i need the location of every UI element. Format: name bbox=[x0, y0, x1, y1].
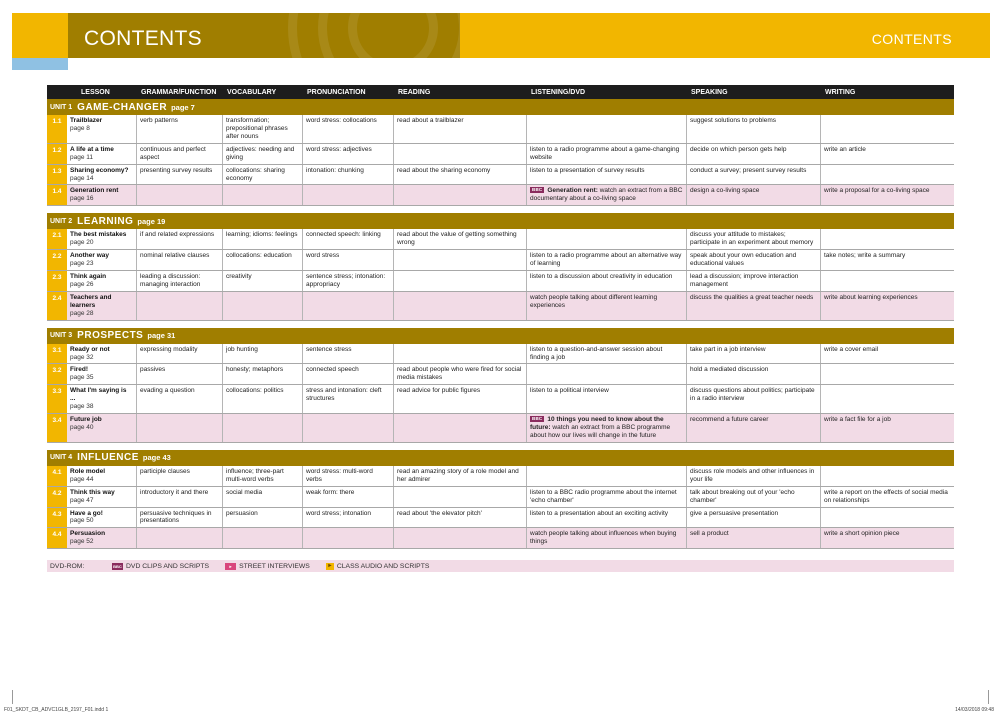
speaking-cell: hold a mediated discussion bbox=[687, 364, 821, 384]
bbc-dvd-icon: BBC bbox=[532, 187, 543, 193]
writing-cell bbox=[821, 385, 954, 413]
lesson-page: page 47 bbox=[70, 496, 94, 504]
column-header-pronunciation: PRONUNCIATION bbox=[307, 88, 366, 96]
pronunciation-cell bbox=[303, 414, 394, 442]
crop-mark bbox=[12, 690, 13, 704]
speaking-cell: design a co-living space bbox=[687, 185, 821, 205]
lesson-number: 2.2 bbox=[47, 250, 67, 270]
speaking-cell: decide on which person gets help bbox=[687, 144, 821, 164]
lesson-number: 3.4 bbox=[47, 414, 67, 442]
lesson-row bbox=[47, 165, 954, 186]
listening-cell: watch people talking about different learning experiences bbox=[527, 292, 687, 320]
unit-spacer bbox=[47, 443, 954, 450]
lesson-cell bbox=[67, 229, 137, 249]
grammar-cell: participle clauses bbox=[137, 466, 223, 486]
lesson-row bbox=[47, 292, 954, 321]
pronunciation-cell: connected speech: linking bbox=[303, 229, 394, 249]
speaking-cell: discuss questions about politics; participate in a radio interview bbox=[687, 385, 821, 413]
column-header-row bbox=[47, 85, 954, 99]
unit-title: LEARNING bbox=[77, 215, 134, 227]
lesson-cell bbox=[67, 144, 137, 164]
dvd-clip-title: Generation rent: bbox=[547, 187, 598, 195]
pronunciation-cell: stress and intonation: cleft structures bbox=[303, 385, 394, 413]
speaking-cell: recommend a future career bbox=[687, 414, 821, 442]
listening-cell: listen to a BBC radio programme about the internet 'echo chamber' bbox=[527, 487, 687, 507]
speaking-cell: take part in a job interview bbox=[687, 344, 821, 364]
lesson-title: Persuasion bbox=[70, 530, 106, 538]
writing-cell: write an article bbox=[824, 145, 866, 153]
vocabulary-cell: honesty; metaphors bbox=[223, 364, 303, 384]
header-accent bbox=[12, 58, 68, 70]
grammar-cell: introductory it and there bbox=[137, 487, 223, 507]
listening-cell: listen to a presentation about an exciting activity bbox=[527, 508, 687, 528]
listening-cell bbox=[527, 115, 687, 143]
writing-cell bbox=[821, 115, 954, 143]
pronunciation-cell: word stress bbox=[303, 250, 394, 270]
writing-cell: take notes; write a summary bbox=[824, 252, 906, 260]
vocabulary-cell: collocations: education bbox=[223, 250, 303, 270]
unit-header bbox=[47, 213, 954, 229]
reading-cell: read about the value of getting something wrong bbox=[394, 229, 527, 249]
lesson-page: page 38 bbox=[70, 403, 94, 411]
lesson-row bbox=[47, 271, 954, 292]
dvd-label: DVD-ROM: bbox=[50, 562, 85, 570]
lesson-row bbox=[47, 414, 954, 443]
grammar-cell: presenting survey results bbox=[137, 165, 223, 185]
lesson-title: Role model bbox=[70, 467, 106, 475]
unit-spacer bbox=[47, 321, 954, 328]
unit-page: page 31 bbox=[147, 331, 176, 341]
lesson-title: A life at a time bbox=[70, 145, 114, 153]
audio-play-icon: ▸ bbox=[326, 563, 334, 570]
lesson-cell bbox=[67, 165, 137, 185]
units-container bbox=[47, 99, 954, 549]
column-header-reading: READING bbox=[398, 88, 431, 96]
lesson-number: 2.3 bbox=[47, 271, 67, 291]
listening-cell: listen to a question-and-answer session about finding a job bbox=[527, 344, 687, 364]
lesson-title: Ready or not bbox=[70, 345, 110, 353]
pronunciation-cell: sentence stress bbox=[303, 344, 394, 364]
lesson-number: 3.3 bbox=[47, 385, 67, 413]
dvd-rom-legend bbox=[47, 560, 954, 572]
lesson-cell bbox=[67, 364, 137, 384]
reading-cell: read about the sharing economy bbox=[394, 165, 527, 185]
lesson-title: Teachers and learners bbox=[70, 293, 112, 309]
vocabulary-cell: learning; idioms: feelings bbox=[223, 229, 303, 249]
reading-cell bbox=[394, 144, 527, 164]
listening-cell: watch people talking about influences when buying things bbox=[527, 528, 687, 548]
lesson-cell bbox=[67, 271, 137, 291]
speaking-cell: lead a discussion; improve interaction management bbox=[687, 271, 821, 291]
reading-cell: read about a trailblazer bbox=[394, 115, 527, 143]
grammar-cell bbox=[137, 528, 223, 548]
legend-street-interviews bbox=[225, 563, 310, 570]
lesson-page: page 35 bbox=[70, 374, 94, 382]
reading-cell bbox=[394, 271, 527, 291]
reading-cell bbox=[394, 250, 527, 270]
pronunciation-cell bbox=[303, 292, 394, 320]
vocabulary-cell: adjectives: needing and giving bbox=[223, 144, 303, 164]
legend-street-interviews-label: STREET INTERVIEWS bbox=[239, 562, 310, 570]
lesson-number: 2.1 bbox=[47, 229, 67, 249]
vocabulary-cell bbox=[223, 528, 303, 548]
writing-cell: write about learning experiences bbox=[824, 293, 918, 301]
speaking-cell: talk about breaking out of your 'echo chamber' bbox=[687, 487, 821, 507]
grammar-cell: verb patterns bbox=[137, 115, 223, 143]
lesson-row bbox=[47, 385, 954, 414]
lesson-title: Future job bbox=[70, 416, 102, 424]
lesson-title: Have a go! bbox=[70, 509, 103, 517]
writing-cell bbox=[821, 466, 954, 486]
slug-filename: F01_SKDT_CB_ADVC1GLB_2197_F01.indd 1 bbox=[4, 707, 109, 713]
unit-label: UNIT 4 bbox=[50, 454, 73, 462]
vocabulary-cell: job hunting bbox=[223, 344, 303, 364]
pronunciation-cell: word stress: multi-word verbs bbox=[303, 466, 394, 486]
legend-class-audio bbox=[326, 563, 430, 570]
lesson-cell bbox=[67, 466, 137, 486]
lesson-number: 3.1 bbox=[47, 344, 67, 364]
unit-page: page 7 bbox=[171, 102, 195, 112]
vocabulary-cell: collocations: sharing economy bbox=[223, 165, 303, 185]
grammar-cell: passives bbox=[137, 364, 223, 384]
listening-cell bbox=[527, 466, 687, 486]
vocabulary-cell: persuasion bbox=[223, 508, 303, 528]
grammar-cell: leading a discussion: managing interaction bbox=[137, 271, 223, 291]
lesson-cell bbox=[67, 487, 137, 507]
pronunciation-cell: word stress: collocations bbox=[303, 115, 394, 143]
column-header-lesson: LESSON bbox=[81, 88, 110, 96]
lesson-row bbox=[47, 364, 954, 385]
listening-cell bbox=[527, 414, 687, 442]
lesson-number: 4.4 bbox=[47, 528, 67, 548]
listening-cell bbox=[527, 229, 687, 249]
unit-header bbox=[47, 328, 954, 344]
lesson-row bbox=[47, 466, 954, 487]
unit-label: UNIT 3 bbox=[50, 332, 73, 340]
reading-cell bbox=[394, 414, 527, 442]
pronunciation-cell: word stress; intonation bbox=[303, 508, 394, 528]
unit-title: PROSPECTS bbox=[77, 330, 144, 342]
contents-table bbox=[47, 85, 954, 549]
lesson-page: page 26 bbox=[70, 280, 94, 288]
grammar-cell: evading a question bbox=[137, 385, 223, 413]
reading-cell bbox=[394, 528, 527, 548]
grammar-cell: persuasive techniques in presentations bbox=[137, 508, 223, 528]
reading-cell bbox=[394, 185, 527, 205]
column-header-grammar: GRAMMAR/FUNCTION bbox=[141, 88, 217, 96]
vocabulary-cell: transformation; prepositional phrases after nouns bbox=[223, 115, 303, 143]
listening-cell: listen to a discussion about creativity in education bbox=[527, 271, 687, 291]
lesson-number: 4.1 bbox=[47, 466, 67, 486]
lesson-cell bbox=[67, 385, 137, 413]
bbc-dvd-icon: BBC bbox=[532, 416, 543, 422]
lesson-title: Generation rent bbox=[70, 187, 119, 195]
lesson-row bbox=[47, 250, 954, 271]
grammar-cell: continuous and perfect aspect bbox=[137, 144, 223, 164]
lesson-row bbox=[47, 528, 954, 549]
lesson-page: page 44 bbox=[70, 475, 94, 483]
unit-page: page 43 bbox=[142, 453, 171, 463]
column-header-vocabulary: VOCABULARY bbox=[227, 88, 277, 96]
writing-cell: write a fact file for a job bbox=[824, 416, 891, 424]
speaking-cell: suggest solutions to problems bbox=[687, 115, 821, 143]
reading-cell: read about people who were fired for social media mistakes bbox=[394, 364, 527, 384]
speaking-cell: discuss role models and other influences in your life bbox=[687, 466, 821, 486]
page-title: CONTENTS bbox=[84, 27, 202, 50]
pronunciation-cell: connected speech bbox=[303, 364, 394, 384]
legend-dvd-clips bbox=[112, 563, 209, 570]
lesson-cell bbox=[67, 508, 137, 528]
lesson-number: 2.4 bbox=[47, 292, 67, 320]
pronunciation-cell: word stress: adjectives bbox=[303, 144, 394, 164]
pronunciation-cell bbox=[303, 528, 394, 548]
lesson-page: page 28 bbox=[70, 309, 94, 317]
pronunciation-cell: sentence stress; intonation: appropriacy bbox=[303, 271, 394, 291]
lesson-title: What I'm saying is ... bbox=[70, 387, 127, 403]
reading-cell bbox=[394, 487, 527, 507]
grammar-cell: expressing modality bbox=[137, 344, 223, 364]
lesson-row bbox=[47, 508, 954, 529]
writing-cell bbox=[821, 508, 954, 528]
reading-cell: read an amazing story of a role model and her admirer bbox=[394, 466, 527, 486]
lesson-page: page 50 bbox=[70, 517, 94, 525]
listening-cell bbox=[527, 185, 687, 205]
column-header-speaking: SPEAKING bbox=[691, 88, 728, 96]
lesson-title: Another way bbox=[70, 252, 110, 260]
legend-class-audio-label: CLASS AUDIO AND SCRIPTS bbox=[336, 562, 430, 570]
reading-cell: read advice for public figures bbox=[394, 385, 527, 413]
writing-cell bbox=[821, 229, 954, 249]
lesson-row bbox=[47, 144, 954, 165]
lesson-title: Fired! bbox=[70, 366, 89, 374]
slug-timestamp: 14/03/2018 09:48 bbox=[955, 707, 994, 713]
lesson-title: Trailblazer bbox=[70, 117, 103, 124]
listening-text: watch an extract from a BBC programme about how our lives will change in the future bbox=[530, 423, 671, 439]
column-header-listening: LISTENING/DVD bbox=[531, 88, 586, 96]
reading-cell: read about 'the elevator pitch' bbox=[394, 508, 527, 528]
vocabulary-cell bbox=[223, 292, 303, 320]
lesson-title: The best mistakes bbox=[70, 231, 127, 239]
lesson-cell bbox=[67, 185, 137, 205]
vocabulary-cell: social media bbox=[223, 487, 303, 507]
lesson-row bbox=[47, 115, 954, 144]
street-interview-icon: ► bbox=[225, 563, 236, 570]
listening-cell bbox=[527, 364, 687, 384]
listening-cell: listen to a radio programme about an alternative way of learning bbox=[527, 250, 687, 270]
writing-cell: write a short opinion piece bbox=[824, 530, 900, 538]
lesson-row bbox=[47, 344, 954, 365]
lesson-title: Sharing economy? bbox=[70, 166, 129, 174]
lesson-page: page 16 bbox=[70, 195, 94, 203]
legend-dvd-clips-label: DVD CLIPS AND SCRIPTS bbox=[126, 562, 210, 570]
lesson-number: 4.2 bbox=[47, 487, 67, 507]
lesson-row bbox=[47, 185, 954, 206]
lesson-number: 3.2 bbox=[47, 364, 67, 384]
lesson-cell bbox=[67, 250, 137, 270]
unit-spacer bbox=[47, 206, 954, 213]
lesson-cell bbox=[67, 528, 137, 548]
grammar-cell bbox=[137, 185, 223, 205]
unit-label: UNIT 1 bbox=[50, 103, 73, 111]
lesson-cell bbox=[67, 115, 137, 143]
bbc-dvd-icon: BBC bbox=[113, 563, 122, 569]
vocabulary-cell: creativity bbox=[223, 271, 303, 291]
reading-cell bbox=[394, 344, 527, 364]
lesson-number: 1.4 bbox=[47, 185, 67, 205]
pronunciation-cell: weak form: there bbox=[303, 487, 394, 507]
crop-mark bbox=[988, 690, 989, 704]
listening-text: watch an extract from a BBC documentary about a co-living space bbox=[530, 187, 683, 203]
lesson-page: page 23 bbox=[70, 260, 94, 268]
unit-page: page 19 bbox=[137, 216, 166, 226]
lesson-cell bbox=[67, 414, 137, 442]
dvd-clip-title: 10 things you need to know about the future: bbox=[530, 416, 664, 431]
writing-cell bbox=[821, 271, 954, 291]
lesson-row bbox=[47, 229, 954, 250]
lesson-number: 4.3 bbox=[47, 508, 67, 528]
writing-cell: write a report on the effects of social media on relationships bbox=[824, 488, 948, 504]
listening-cell: listen to a political interview bbox=[527, 385, 687, 413]
lesson-page: page 40 bbox=[70, 423, 94, 431]
speaking-cell: discuss your attitude to mistakes; participate in an experiment about memory bbox=[687, 229, 821, 249]
lesson-page: page 52 bbox=[70, 538, 94, 546]
grammar-cell: nominal relative clauses bbox=[137, 250, 223, 270]
lesson-number: 1.3 bbox=[47, 165, 67, 185]
lesson-number: 1.1 bbox=[47, 115, 67, 143]
vocabulary-cell bbox=[223, 185, 303, 205]
speaking-cell: discuss the qualities a great teacher needs bbox=[687, 292, 821, 320]
unit-label: UNIT 2 bbox=[50, 217, 73, 225]
writing-cell: write a proposal for a co-living space bbox=[824, 187, 930, 195]
unit-title: GAME-CHANGER bbox=[77, 101, 168, 113]
grammar-cell bbox=[137, 414, 223, 442]
lesson-cell bbox=[67, 344, 137, 364]
grammar-cell bbox=[137, 292, 223, 320]
reading-cell bbox=[394, 292, 527, 320]
lesson-page: page 20 bbox=[70, 239, 94, 247]
vocabulary-cell: collocations: politics bbox=[223, 385, 303, 413]
speaking-cell: speak about your own education and educational values bbox=[687, 250, 821, 270]
speaking-cell: sell a product bbox=[687, 528, 821, 548]
unit-title: INFLUENCE bbox=[77, 452, 139, 464]
vocabulary-cell bbox=[223, 414, 303, 442]
unit-header bbox=[47, 99, 954, 115]
vocabulary-cell: influence; three-part multi-word verbs bbox=[223, 466, 303, 486]
lesson-row bbox=[47, 487, 954, 508]
listening-cell: listen to a radio programme about a game-changing website bbox=[527, 144, 687, 164]
decor-ring bbox=[288, 13, 460, 58]
listening-cell: listen to a presentation of survey results bbox=[527, 165, 687, 185]
pronunciation-cell bbox=[303, 185, 394, 205]
lesson-title: Think this way bbox=[70, 488, 115, 496]
speaking-cell: give a persuasive presentation bbox=[687, 508, 821, 528]
lesson-number: 1.2 bbox=[47, 144, 67, 164]
lesson-page: page 11 bbox=[70, 153, 94, 161]
lesson-page: page 14 bbox=[70, 174, 94, 182]
unit-header bbox=[47, 450, 954, 466]
writing-cell bbox=[821, 165, 954, 185]
lesson-cell bbox=[67, 292, 137, 320]
writing-cell: write a cover email bbox=[824, 345, 879, 353]
writing-cell bbox=[821, 364, 954, 384]
lesson-title: Think again bbox=[70, 272, 107, 280]
speaking-cell: conduct a survey; present survey results bbox=[687, 165, 821, 185]
grammar-cell: if and related expressions bbox=[137, 229, 223, 249]
column-header-writing: WRITING bbox=[825, 88, 856, 96]
running-head: CONTENTS bbox=[871, 31, 952, 47]
pronunciation-cell: intonation: chunking bbox=[303, 165, 394, 185]
lesson-page: page 32 bbox=[70, 353, 94, 361]
lesson-page: page 8 bbox=[70, 124, 90, 132]
